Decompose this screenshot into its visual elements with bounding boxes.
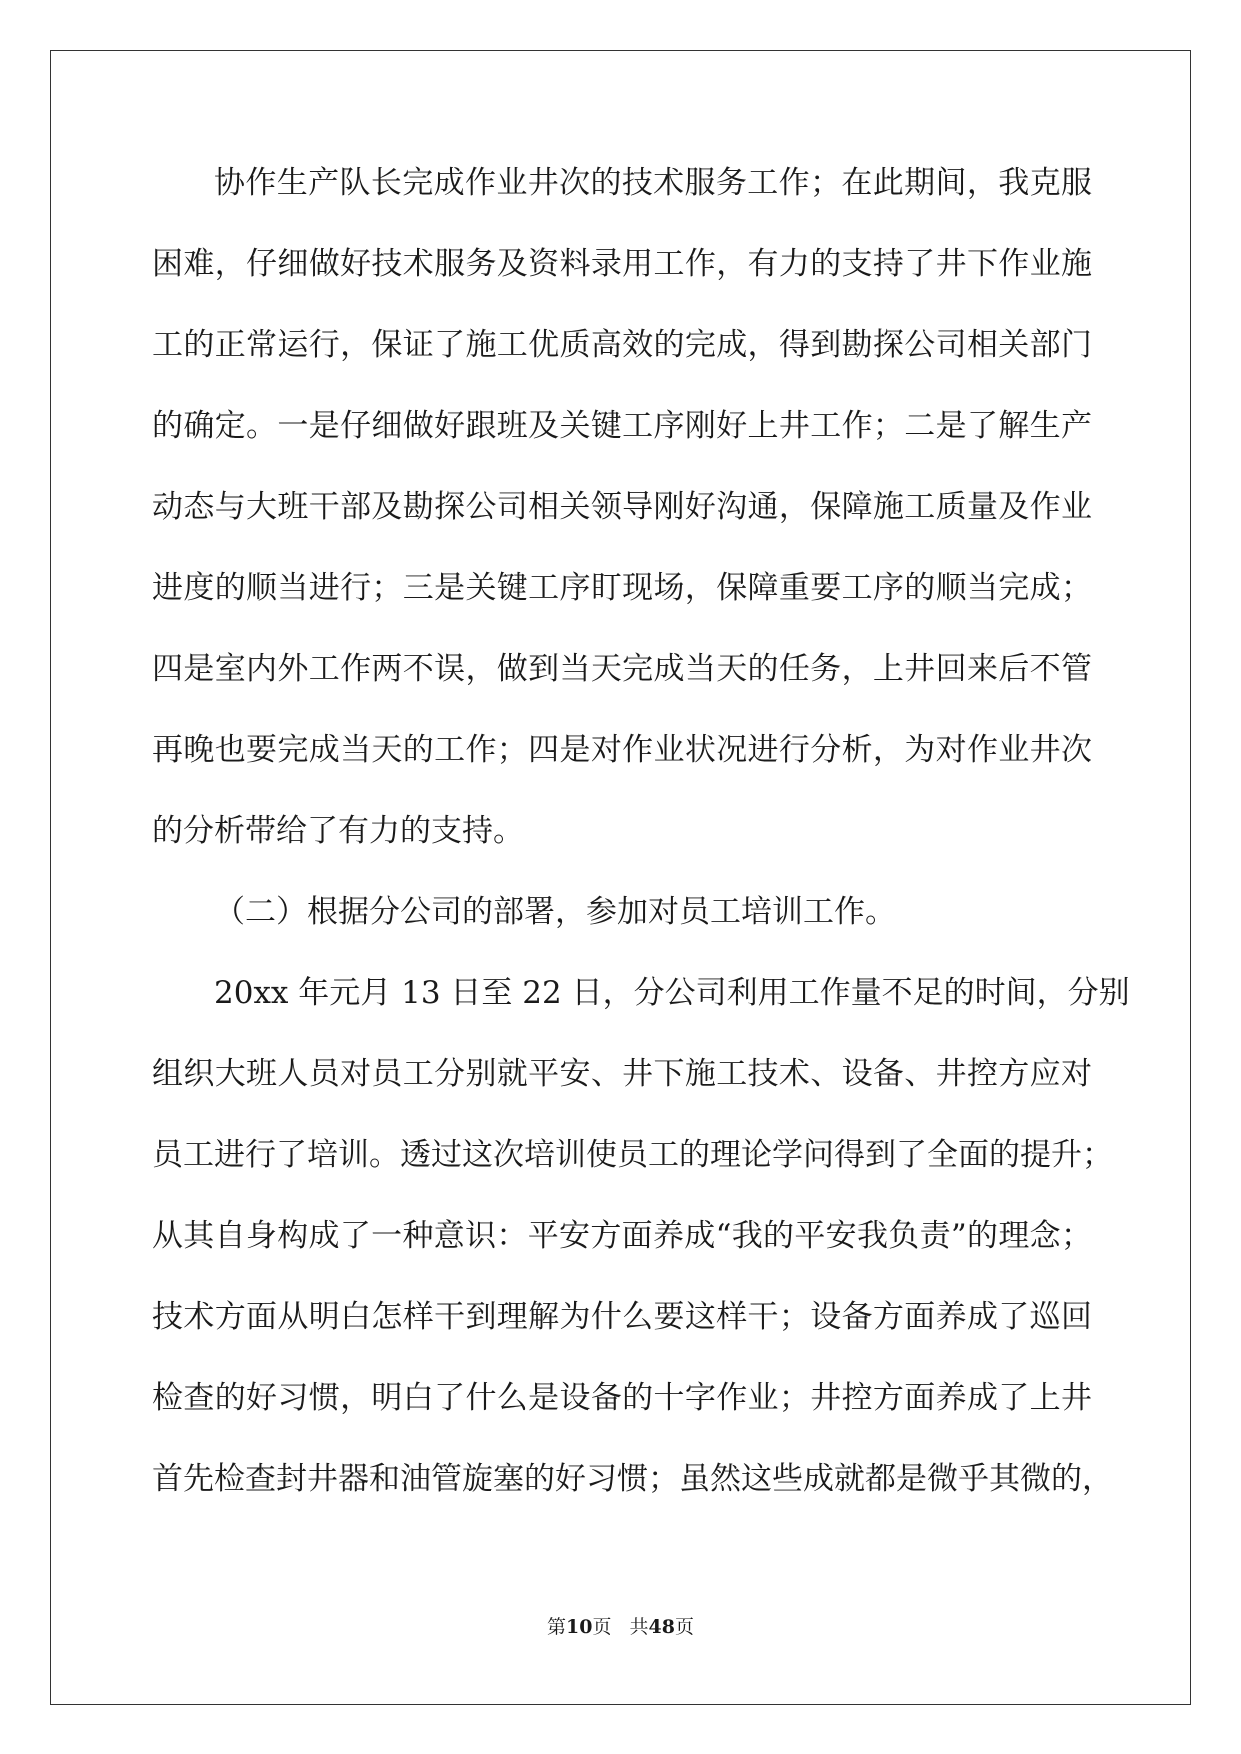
text-line: 协作生产队长完成作业井次的技术服务工作；在此期间，我克服: [214, 165, 1092, 201]
section-heading: （二）根据分公司的部署，参加对员工培训工作。: [214, 894, 896, 930]
text-line: 困难，仔细做好技术服务及资料录用工作，有力的支持了井下作业施: [152, 246, 1092, 282]
text-line: 的确定。一是仔细做好跟班及关键工序刚好上井工作；二是了解生产: [152, 408, 1092, 444]
document-body: [152, 162, 1130, 1539]
text-line: 动态与大班干部及勘探公司相关领导刚好沟通，保障施工质量及作业: [152, 489, 1092, 525]
text-line: 进度的顺当进行；三是关键工序盯现场，保障重要工序的顺当完成；: [152, 570, 1092, 606]
text-line: 从其自身构成了一种意识：平安方面养成“我的平安我负责”的理念；: [152, 1218, 1092, 1254]
page-suffix: 页: [592, 1616, 612, 1638]
text-line: 的分析带给了有力的支持。: [152, 813, 524, 849]
text-line: 首先检查封井器和油管旋塞的好习惯；虽然这些成就都是微乎其微的，: [152, 1461, 1113, 1497]
text-line: 再晚也要完成当天的工作；四是对作业状况进行分析，为对作业井次: [152, 732, 1092, 768]
text-line: 四是室内外工作两不误，做到当天完成当天的任务，上井回来后不管: [152, 651, 1092, 687]
page-prefix: 第: [547, 1616, 567, 1638]
text-line: 20xx 年元月 13 日至 22 日，分公司利用工作量不足的时间，分别: [214, 975, 1130, 1011]
page-footer: [0, 1614, 1241, 1640]
total-suffix: 页: [674, 1616, 694, 1638]
total-pages: 48: [648, 1616, 675, 1638]
text-line: 技术方面从明白怎样干到理解为什么要这样干；设备方面养成了巡回: [152, 1299, 1092, 1335]
page-number: 10: [566, 1616, 593, 1638]
total-prefix: 共: [629, 1616, 649, 1638]
text-line: 组织大班人员对员工分别就平安、井下施工技术、设备、井控方应对: [152, 1056, 1092, 1092]
text-line: 工的正常运行，保证了施工优质高效的完成，得到勘探公司相关部门: [152, 327, 1092, 363]
text-line: 检查的好习惯，明白了什么是设备的十字作业；井控方面养成了上井: [152, 1380, 1092, 1416]
text-line: 员工进行了培训。透过这次培训使员工的理论学问得到了全面的提升；: [152, 1137, 1113, 1173]
